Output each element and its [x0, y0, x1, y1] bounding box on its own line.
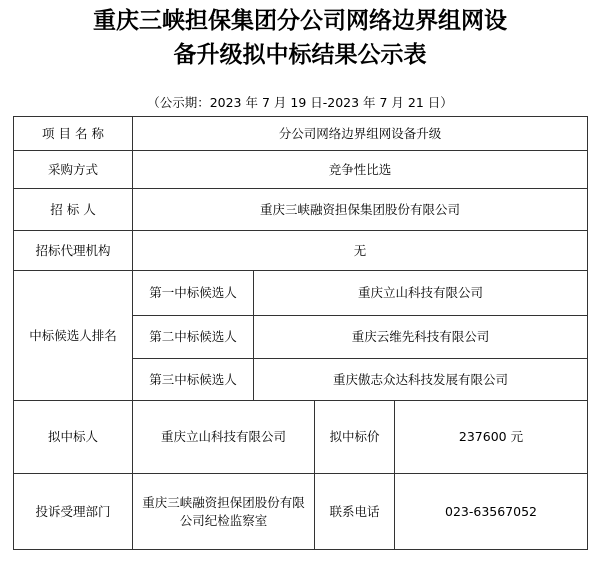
- complaint-department-value: 重庆三峡融资担保团股份有限公司纪检监察室: [133, 474, 315, 550]
- candidate-name-1: 重庆立山科技有限公司: [254, 271, 588, 316]
- winning-price-value: 237600 元: [395, 401, 588, 474]
- complaint-department-label: 投诉受理部门: [13, 474, 133, 550]
- tenderer-value: 重庆三峡融资担保集团股份有限公司: [133, 189, 588, 231]
- candidate-rank-2: 第二中标候选人: [133, 316, 254, 359]
- title-line-1: 重庆三峡担保集团分公司网络边界组网设: [93, 8, 507, 34]
- candidate-rank-1: 第一中标候选人: [133, 271, 254, 316]
- contact-phone-label: 联系电话: [315, 474, 395, 550]
- winning-price-label: 拟中标价: [315, 401, 395, 474]
- title-line-2: 备升级拟中标结果公示表: [173, 42, 427, 68]
- project-name-label: 项 目 名 称: [13, 116, 133, 151]
- candidate-name-3: 重庆傲志众达科技发展有限公司: [254, 359, 588, 401]
- tenderer-label: 招 标 人: [13, 189, 133, 231]
- publicity-period: （公示期：2023 年 7 月 19 日-2023 年 7 月 21 日）: [147, 95, 453, 110]
- winner-label: 拟中标人: [13, 401, 133, 474]
- agency-label: 招标代理机构: [13, 231, 133, 271]
- candidate-name-2: 重庆云维先科技有限公司: [254, 316, 588, 359]
- document-title: [0, 4, 600, 72]
- winner-value: 重庆立山科技有限公司: [133, 401, 315, 474]
- candidate-rank-3: 第三中标候选人: [133, 359, 254, 401]
- procurement-method-value: 竞争性比选: [133, 151, 588, 189]
- candidate-ranking-label: 中标候选人排名: [13, 271, 133, 401]
- procurement-method-label: 采购方式: [13, 151, 133, 189]
- project-name-value: 分公司网络边界组网设备升级: [133, 116, 588, 151]
- contact-phone-value: 023-63567052: [395, 474, 588, 550]
- agency-value: 无: [133, 231, 588, 271]
